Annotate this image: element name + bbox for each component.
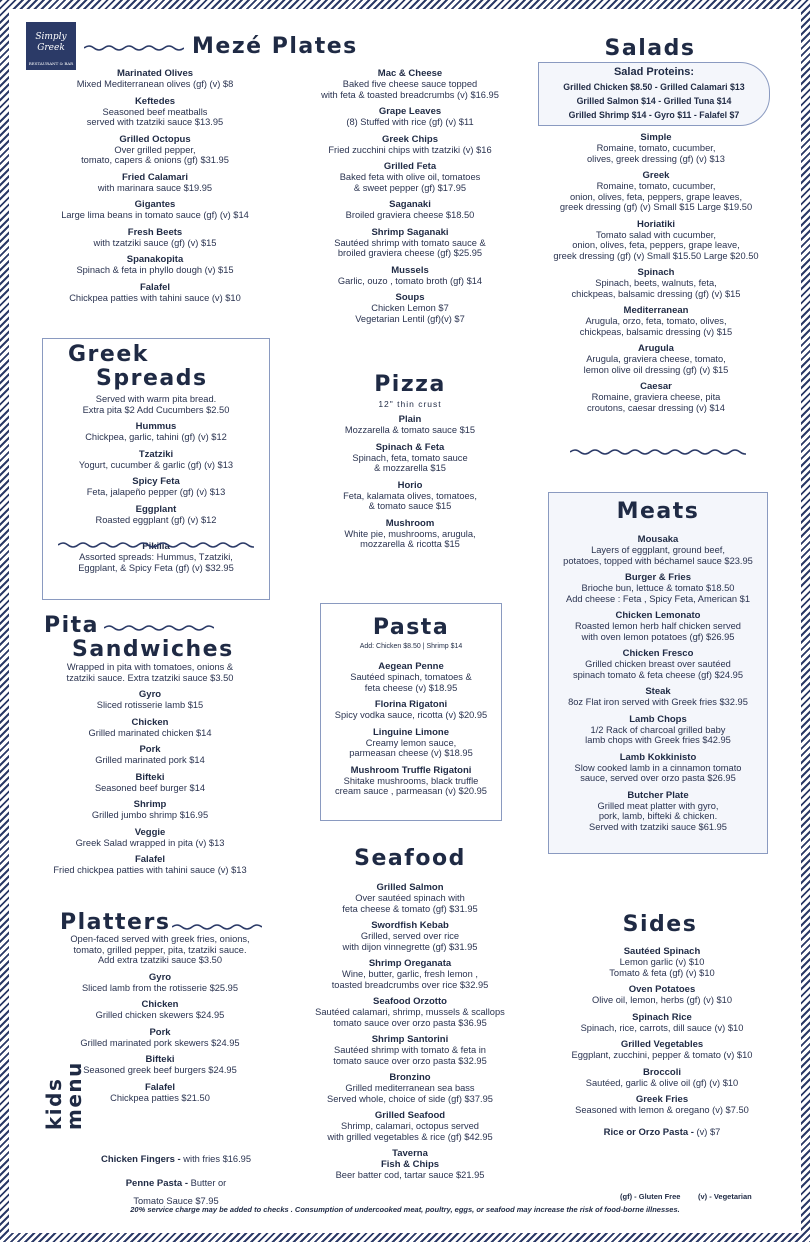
menu-item-name: Aegean Penne: [378, 661, 444, 672]
menu-item-name: Gyro: [138, 689, 162, 700]
menu-item-name: Butcher Plate: [627, 789, 689, 801]
menu-item-description: Creamy lemon sauce, parmeasan cheese (v) $18.95: [349, 737, 473, 758]
menu-item-name: Linguine Limone: [373, 726, 449, 738]
salad-protein-line: Grilled Salmon $14 - Grilled Tuna $14: [576, 96, 732, 106]
menu-item-description: Layers of eggplant, ground beef, potatoes, topped with béchamel sauce $23.95: [563, 545, 753, 566]
section-title-seafood: Seafood: [354, 846, 466, 871]
menu-item-description: Seasoned beef meatballs served with tzatziki sauce $13.95: [86, 106, 224, 127]
menu-item-name: Greek Chips: [382, 133, 438, 145]
menu-item: [290, 518, 530, 550]
menu-item-description: Seasoned greek beef burgers $24.95: [83, 1065, 237, 1075]
menu-item-description: Chickpea, garlic, tahini (gf) (v) $12: [85, 432, 227, 442]
section-intro: Served with warm pita bread. Extra pita $2 Add Cucumbers $2.50: [82, 394, 230, 415]
menu-item-name: Fresh Beets: [127, 226, 183, 238]
section-intro: Wrapped in pita with tomatoes, onions & tzatziki sauce. Extra tzatziki sauce $3.50: [66, 662, 234, 683]
menu-item: [40, 172, 270, 194]
menu-item: [96, 1149, 256, 1167]
menu-item: [540, 343, 772, 375]
menu-item: [540, 648, 776, 680]
menu-item-name: Horio: [397, 479, 423, 491]
menu-item: [30, 827, 270, 849]
menu-item-description: Spinach, rice, carrots, dill sauce (v) $10: [580, 1022, 744, 1033]
menu-item: [290, 265, 530, 287]
menu-item-description: Olive oil, lemon, herbs (gf) (v) $10: [591, 995, 733, 1005]
menu-item-description: Grilled, served over rice with dijon vinnegrette (gf) $31.95: [342, 931, 478, 952]
menu-item: [46, 421, 266, 443]
menu-item: [540, 610, 776, 642]
menu-item-description: Shrimp, calamari, octopus served with grilled vegetables & rice (gf) $42.95: [327, 1121, 493, 1142]
menu-item: [290, 199, 530, 221]
menu-item: [40, 1027, 280, 1049]
menu-item-description: Sautéed calamari, shrimp, mussels & scallops tomato sauce over orzo pasta $36.95: [315, 1007, 505, 1028]
menu-item-name: Chicken: [131, 716, 169, 728]
menu-item-description: Mixed Mediterranean olives (gf) (v) $8: [76, 79, 234, 89]
menu-item-description: Beer batter cod, tartar sauce $21.95: [335, 1170, 485, 1180]
menu-item: [556, 946, 768, 978]
menu-item: [46, 476, 266, 498]
menu-item: [46, 504, 266, 526]
pasta-column: [300, 661, 522, 803]
menu-item-name: Soups: [395, 292, 425, 303]
menu-item-name: Falafel: [144, 1081, 176, 1093]
menu-item-description: Butter or Tomato Sauce $7.95: [133, 1178, 227, 1206]
menu-item: [40, 254, 270, 276]
menu-item-name: Greek Fries: [635, 1094, 689, 1105]
menu-item: [556, 984, 768, 1006]
menu-item-description: Slow cooked lamb in a cinnamon tomato sauce, served over orzo pasta $26.95: [574, 762, 742, 783]
menu-item-name: Burger & Fries: [625, 572, 691, 583]
menu-item-description: with marinara sauce $19.95: [97, 182, 213, 193]
section-title-spreads-1: Greek: [68, 342, 149, 367]
menu-item-name: Chicken Fingers -: [101, 1154, 181, 1165]
menu-item: [540, 686, 776, 708]
menu-item: [540, 170, 772, 213]
pasta-subtitle: Add: Chicken $8.50 | Shrimp $14: [359, 643, 463, 650]
menu-item-description: Romaine, tomato, cucumber, olives, greek dressing (gf) (v) $13: [587, 143, 725, 164]
menu-item-name: Marinated Olives: [116, 68, 194, 79]
menu-item: [280, 1072, 540, 1104]
menu-item-description: Sautéed shrimp with tomato sauce & broiled graviera cheese (gf) $25.95: [334, 237, 486, 258]
menu-item-description: Broiled graviera cheese $18.50: [345, 210, 475, 220]
pizza-subtitle: 12" thin crust: [378, 399, 442, 409]
menu-item: [40, 972, 280, 994]
section-title-meats: Meats: [616, 499, 700, 524]
logo-text: Simply Greek: [35, 32, 67, 53]
menu-item: [556, 1067, 768, 1089]
section-title-sides: Sides: [622, 912, 698, 937]
menu-item-description: Chickpea patties with tahini sauce (v) $10: [69, 292, 241, 303]
menu-item-description: Arugula, graviera cheese, tomato, lemon olive oil dressing (gf) (v) $15: [583, 354, 729, 375]
menu-item: [290, 414, 530, 436]
section-title-pasta: Pasta: [372, 615, 450, 640]
salad-proteins-title: Salad Proteins:: [613, 66, 695, 78]
menu-item-name: Spinach & Feta: [375, 441, 445, 453]
menu-item-name: Grilled Octopus: [119, 133, 191, 145]
menu-item-description: Brioche bun, lettuce & tomato $18.50 Add cheese : Feta , Spicy Feta, American $1: [566, 583, 750, 604]
legend-gluten-free: (gf) - Gluten Free: [620, 1192, 681, 1201]
menu-item-description: with fries $16.95: [180, 1154, 251, 1164]
menu-item-description: Lemon garlic (v) $10 Tomato & feta (gf) (v) $10: [609, 957, 715, 978]
menu-item-description: Spinach & feta in phyllo dough (v) $15: [76, 265, 234, 275]
menu-item-description: Romaine, tomato, cucumber, onion, olives, feta, peppers, grape leaves, greek dressing (gf) (v) Small $15 Large $19.50: [559, 181, 753, 212]
menu-item: [540, 572, 776, 604]
menu-item-description: Yogurt, cucumber & garlic (gf) (v) $13: [78, 459, 234, 470]
menu-item-description: Baked feta with olive oil, tomatoes & sweet pepper (gf) $17.95: [339, 172, 481, 193]
menu-item-name: Horiatiki: [636, 218, 675, 230]
menu-item-name: Spanakopita: [126, 254, 184, 265]
menu-item: [540, 752, 776, 784]
menu-item-description: Roasted eggplant (gf) (v) $12: [95, 514, 217, 525]
menu-item: [300, 661, 522, 693]
menu-item-description: Assorted spreads: Hummus, Tzatziki, Eggplant, & Spicy Feta (gf) (v) $32.95: [78, 552, 234, 573]
menu-item-description: Fried chickpea patties with tahini sauce (v) $13: [53, 865, 247, 875]
menu-item-name: Shrimp: [133, 799, 167, 810]
menu-item: [40, 199, 270, 221]
menu-item-name: Chicken: [141, 999, 179, 1010]
menu-item-name: Falafel: [134, 854, 166, 865]
menu-item-name: Grilled Salmon: [376, 882, 444, 893]
menu-item-name: Swordfish Kebab: [371, 920, 449, 931]
menu-item-name: Oven Potatoes: [628, 984, 696, 995]
section-title-meze: Mezé Plates: [192, 34, 358, 59]
menu-item-description: White pie, mushrooms, arugula, mozzarella & ricotta $15: [344, 528, 476, 549]
menu-item-description: Seasoned with lemon & oregano (v) $7.50: [575, 1105, 749, 1115]
menu-item-name: Florina Rigatoni: [374, 699, 448, 710]
menu-item-description: Romaine, graviera cheese, pita croutons, caesar dressing (v) $14: [587, 392, 725, 413]
menu-item-description: Chicken Lemon $7 Vegetarian Lentil (gf)(v) $7: [355, 303, 465, 324]
menu-item-description: Wine, butter, garlic, fresh lemon , toasted breadcrumbs over rice $32.95: [331, 969, 489, 990]
salads-column: [540, 132, 772, 419]
menu-item: [30, 717, 270, 739]
menu-item: [540, 132, 772, 164]
menu-item-description: Sautéed, garlic & olive oil (gf) (v) $10: [585, 1077, 739, 1088]
menu-item: [556, 1122, 768, 1140]
menu-item-name: Fried Calamari: [122, 171, 188, 183]
menu-item: [300, 699, 522, 721]
menu-item-description: Over sautéed spinach with feta cheese & tomato (gf) $31.95: [342, 893, 478, 914]
menu-item: [290, 68, 530, 100]
menu-item-name: Seafood Orzotto: [373, 996, 447, 1007]
menu-item: [290, 161, 530, 193]
menu-item-description: Garlic, ouzo , tomato broth (gf) $14: [337, 275, 483, 286]
menu-item-name: Shrimp Oreganata: [368, 958, 452, 969]
menu-item: [40, 282, 270, 304]
menu-item-description: Shitake mushrooms, black truffle cream sauce , parmeasan (v) $20.95: [335, 775, 487, 796]
menu-item-description: Feta, jalapeño pepper (gf) (v) $13: [86, 487, 226, 497]
menu-item-name: Penne Pasta -: [125, 1178, 189, 1189]
menu-item: [30, 854, 270, 876]
menu-item: [540, 714, 776, 746]
menu-item: [290, 134, 530, 156]
menu-item-description: (8) Stuffed with rice (gf) (v) $11: [346, 117, 474, 127]
menu-item: [556, 1039, 768, 1061]
section-title-pita-1: Pita: [44, 613, 100, 638]
menu-item: [290, 480, 530, 512]
menu-item-description: Large lima beans in tomato sauce (gf) (v) $14: [61, 210, 249, 220]
menu-item-description: with tzatziki sauce (gf) (v) $15: [93, 237, 217, 248]
menu-item-description: Grilled chicken breast over sautéed spinach tomato & feta cheese (gf) $24.95: [572, 659, 744, 680]
menu-item: [46, 449, 266, 471]
menu-item-name: Mussels: [391, 264, 429, 276]
menu-item: [540, 305, 772, 337]
menu-item-description: Arugula, orzo, feta, tomato, olives, chickpeas, balsamic dressing (v) $15: [579, 316, 733, 337]
menu-item-name: Tzatziki: [138, 448, 174, 460]
menu-item: [280, 958, 540, 990]
menu-item: [290, 292, 530, 324]
menu-item-name: Lamb Chops: [629, 713, 687, 725]
meats-column: [540, 534, 776, 838]
menu-item-name: Mushroom Truffle Rigatoni: [350, 764, 472, 776]
menu-item-name: Lamb Kokkinisto: [619, 751, 697, 763]
menu-item: [280, 1148, 540, 1181]
spreads-column: [46, 394, 266, 579]
pita-column: [30, 662, 270, 882]
menu-item: [40, 227, 270, 249]
menu-item-name: Keftedes: [134, 95, 176, 107]
menu-item-name: Gigantes: [134, 199, 176, 210]
menu-item-description: Spinach, beets, walnuts, feta, chickpeas, balsamic dressing (gf) (v) $15: [571, 278, 741, 299]
menu-item-name: Eggplant: [135, 503, 177, 515]
menu-item-description: Sautéed spinach, tomatoes & feta cheese (v) $18.95: [350, 672, 472, 693]
kids-menu-title: [44, 1061, 84, 1130]
menu-item-description: Chickpea patties $21.50: [110, 1092, 210, 1103]
menu-item-description: (v) $7: [693, 1126, 721, 1137]
menu-item-description: 8oz Flat iron served with Greek fries $32.95: [568, 697, 748, 707]
menu-item-description: Grilled marinated pork $14: [95, 755, 205, 765]
menu-item-name: Pork: [139, 744, 161, 755]
menu-item-description: Seasoned beef burger $14: [94, 782, 206, 793]
section-title-platters: Platters: [60, 910, 171, 935]
menu-item-name: Hummus: [135, 421, 177, 432]
menu-item-name: Pikilia: [142, 541, 170, 552]
menu-item: [280, 882, 540, 914]
menu-item-description: Grilled meat platter with gyro, pork, lamb, bifteki & chicken. Served with tzatziki sauce $61.95: [589, 800, 727, 832]
menu-item-name: Bifteki: [145, 1054, 175, 1065]
menu-item-name: Caesar: [640, 381, 672, 392]
menu-item: [280, 1034, 540, 1066]
menu-item: [540, 267, 772, 299]
menu-item-name: Grilled Feta: [383, 161, 437, 172]
logo-subtext: RESTAURANT & BAR: [28, 61, 74, 66]
menu-item-description: Grilled jumbo shrimp $16.95: [91, 810, 209, 820]
wave-decoration: [84, 44, 184, 52]
menu-item-name: Mediterranean: [623, 305, 689, 316]
menu-item-description: Mozzarella & tomato sauce $15: [344, 425, 476, 435]
menu-item-description: Grilled marinated chicken $14: [88, 727, 212, 738]
wave-decoration: [570, 448, 746, 456]
seafood-column: [280, 882, 540, 1187]
menu-item-name: Shrimp Saganaki: [371, 226, 449, 238]
menu-item-name: Grape Leaves: [378, 106, 442, 117]
menu-item-name: Mac & Cheese: [377, 68, 443, 79]
pizza-column: [290, 414, 530, 556]
menu-item-name: Gyro: [148, 971, 172, 983]
menu-item-description: Greek Salad wrapped in pita (v) $13: [75, 837, 225, 848]
menu-item-name: Grilled Seafood: [374, 1110, 446, 1121]
menu-item-description: Spicy vodka sauce, ricotta (v) $20.95: [334, 710, 488, 720]
menu-item-name: Plain: [398, 414, 422, 425]
menu-item-name: Mousaka: [637, 534, 679, 545]
menu-item: [540, 381, 772, 413]
menu-item-description: Baked five cheese sauce topped with feta & toasted breadcrumbs (v) $16.95: [321, 79, 499, 100]
menu-item-name: Rice or Orzo Pasta -: [603, 1126, 694, 1138]
menu-item-name: Spinach Rice: [632, 1011, 692, 1023]
menu-item-description: Tomato salad with cucumber, onion, olives, feta, peppers, grape leave, greek dressing (gf) (v) Small $15.50 Large $20.50: [553, 229, 759, 261]
menu-item: [540, 219, 772, 262]
menu-item-name: Falafel: [139, 281, 171, 293]
legend-vegetarian: (v) - Vegetarian: [698, 1192, 752, 1201]
kids-title-1: kids: [42, 1077, 66, 1130]
menu-item: [96, 1173, 256, 1209]
menu-item-name: Bifteki: [135, 771, 165, 783]
menu-item-name: Greek: [642, 170, 670, 181]
menu-item: [40, 96, 270, 128]
menu-item-name: Veggie: [134, 826, 166, 838]
menu-item: [290, 227, 530, 259]
menu-item-description: Sliced lamb from the rotisserie $25.95: [81, 982, 239, 993]
footer-disclaimer: 20% service charge may be added to checks . Consumption of undercooked meat, poultry, eggs, or seafood may increase the risk of food-borne illnesses.: [130, 1205, 680, 1214]
menu-item-name: Simple: [640, 132, 672, 143]
menu-item: [280, 920, 540, 952]
menu-item: [290, 442, 530, 474]
menu-item-description: Over grilled pepper, tomato, capers & onions (gf) $31.95: [81, 144, 229, 165]
menu-item-description: Grilled chicken skewers $24.95: [95, 1010, 225, 1020]
menu-item: [30, 689, 270, 711]
menu-item: [30, 772, 270, 794]
salad-proteins: [540, 66, 768, 122]
menu-item-name: Pork: [149, 1026, 171, 1038]
menu-item-description: Spinach, feta, tomato sauce & mozzarella $15: [352, 452, 468, 473]
section-title-pita-2: Sandwiches: [72, 637, 234, 662]
menu-item-description: Sliced rotisserie lamb $15: [96, 700, 204, 710]
section-title-spreads-2: Spreads: [96, 366, 208, 391]
section-intro: Open-faced served with greek fries, onions, tomato, grilled pepper, pita, tzatziki sauce. Add extra tzatziki sauce $3.50: [70, 934, 250, 965]
menu-item-description: Grilled mediterranean sea bass Served whole, choice of side (gf) $37.95: [327, 1083, 493, 1104]
menu-item: [290, 106, 530, 128]
menu-item-description: Feta, kalamata olives, tomatoes, & tomato sauce $15: [343, 490, 477, 511]
menu-item-name: Arugula: [638, 343, 674, 354]
menu-item: [30, 744, 270, 766]
menu-item: [280, 1110, 540, 1142]
menu-item: [556, 1012, 768, 1034]
salad-protein-line: Grilled Chicken $8.50 - Grilled Calamari $13: [563, 82, 745, 92]
menu-item-name: Steak: [645, 686, 671, 697]
menu-item-name: Broccoli: [642, 1066, 681, 1078]
menu-item-name: Chicken Fresco: [622, 648, 694, 659]
wave-decoration: [104, 624, 214, 632]
sides-column: [556, 946, 768, 1146]
menu-item: [40, 68, 270, 90]
meze-column-2: [290, 68, 530, 330]
menu-item-name: Spinach: [637, 267, 675, 278]
menu-item-name: Spicy Feta: [132, 476, 180, 487]
menu-item-name: Taverna Fish & Chips: [380, 1148, 440, 1170]
menu-item-name: Mushroom: [385, 517, 435, 529]
menu-item: [40, 999, 280, 1021]
menu-item-name: Grilled Vegetables: [620, 1039, 704, 1050]
menu-item-description: 1/2 Rack of charcoal grilled baby lamb chops with Greek fries $42.95: [585, 724, 731, 745]
menu-item-description: Roasted lemon herb half chicken served with oven lemon potatoes (gf) $26.95: [575, 621, 741, 642]
restaurant-logo: [26, 22, 76, 70]
menu-item-name: Chicken Lemonato: [615, 610, 701, 621]
wave-decoration: [172, 923, 262, 931]
meze-column-1: [40, 68, 270, 309]
menu-item: [556, 1094, 768, 1116]
section-title-salads: Salads: [604, 36, 696, 61]
menu-item: [300, 727, 522, 759]
menu-item-description: Eggplant, zucchini, pepper & tomato (v) $10: [571, 1050, 753, 1060]
menu-item-name: Saganaki: [389, 199, 431, 210]
menu-item: [540, 790, 776, 833]
menu-item: [30, 799, 270, 821]
menu-item-name: Sautéed Spinach: [623, 946, 701, 957]
menu-item: [300, 765, 522, 797]
menu-item-description: Sautéed shrimp with tomato & feta in tomato sauce over orzo pasta $32.95: [333, 1045, 487, 1066]
menu-item-name: Shrimp Santorini: [371, 1034, 449, 1045]
wave-decoration: [58, 541, 254, 549]
menu-item: [280, 996, 540, 1028]
menu-item-name: Bronzino: [389, 1072, 431, 1083]
menu-item-description: Grilled marinated pork skewers $24.95: [80, 1037, 240, 1048]
menu-item: [540, 534, 776, 566]
salad-protein-line: Grilled Shrimp $14 - Gyro $11 - Falafel $7: [568, 110, 740, 120]
kids-title-2: menu: [62, 1061, 86, 1130]
menu-item: [40, 134, 270, 166]
section-title-pizza: Pizza: [374, 372, 446, 397]
menu-item-description: Fried zucchini chips with tzatziki (v) $16: [328, 144, 492, 155]
